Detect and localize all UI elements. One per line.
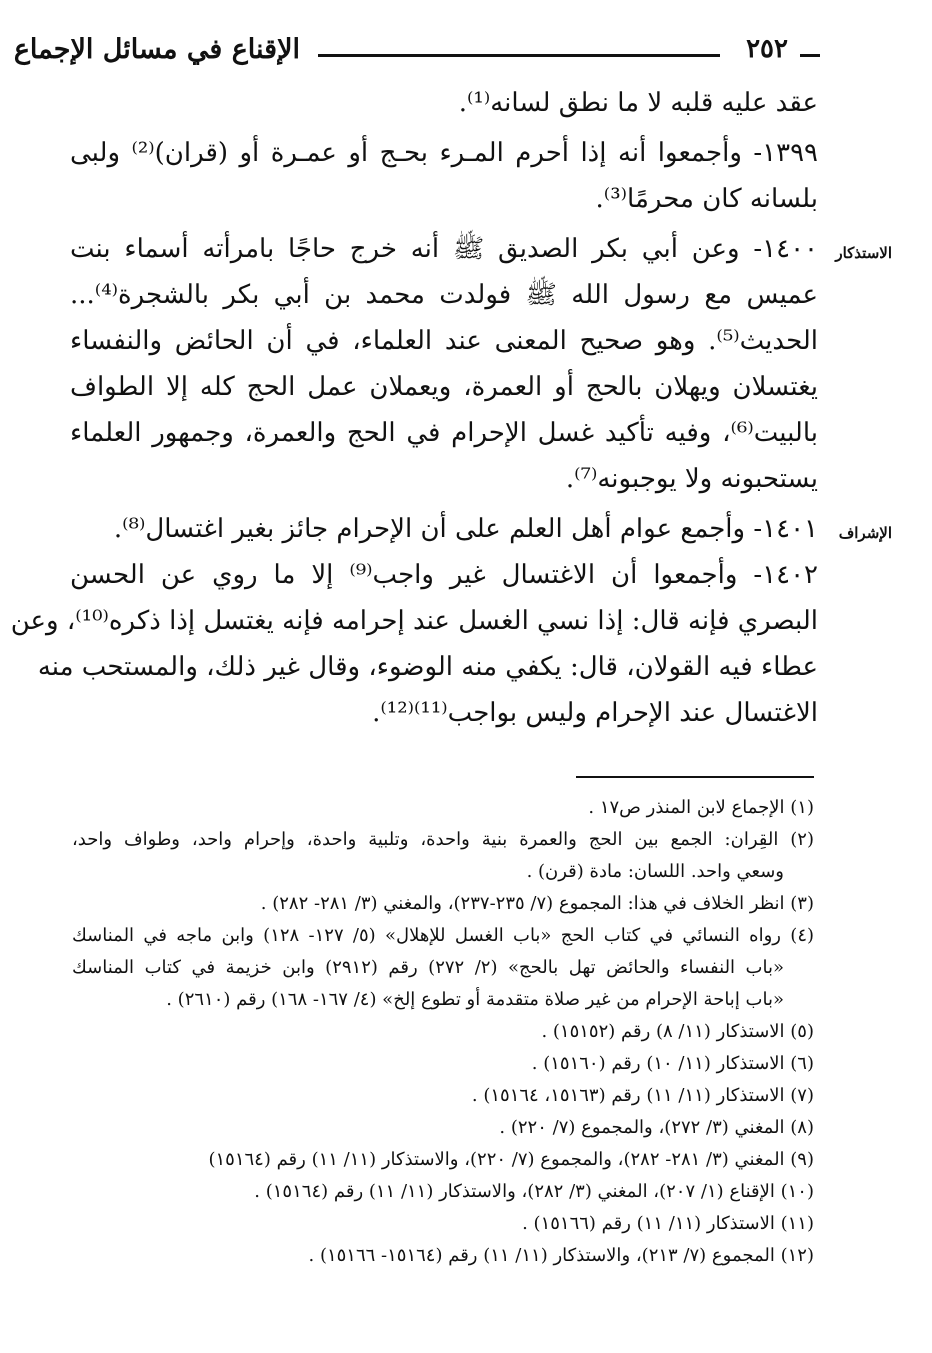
footnote: وسعي واحد. اللسان: مادة (قرن) . [526,861,784,882]
text-line: عقد عليه قلبه لا ما نطق لسانه⁽¹⁾. [458,88,818,118]
footnote: (١) الإجماع لابن المنذر ص١٧ . [588,797,814,818]
text-line: يغتسلان ويهلان بالحج أو العمرة، ويعملان عمل الحج كله إلا الطواف [70,372,818,402]
page-header [13,30,820,80]
text-line: الحديث⁽⁵⁾. وهو صحيح المعنى عند العلماء، في أن الحائض والنفساء [70,326,818,356]
footnote: (١٠) الإقناع (١/ ٢٠٧)، المغني (٣/ ٢٨٢)، والاستذكار (١١/ ١١) رقم (١٥١٦٤) . [254,1181,814,1202]
footnotes [72,792,814,1272]
footnote: (٩) المغني (٣/ ٢٨١- ٢٨٢)، والمجموع (٧/ ٢٢٠)، والاستذكار (١١/ ١١) رقم (١٥١٦٤) [208,1149,814,1170]
page-number: ٢٥٢ [746,34,788,64]
text-line: ١٤٠١- وأجمع عوام أهل العلم على أن الإحرام جائز بغير اغتسال⁽⁸⁾. [113,514,818,544]
text-line: البصري فإنه قال: إذا نسي الغسل عند إحرامه فإنه يغتسل إذا ذكره⁽¹⁰⁾، وعن [10,606,818,636]
footnote: «باب إباحة الإحرام من غير صلاة متقدمة أو تطوع إلخ» (٤/ ١٦٧- ١٦٨) رقم (٢٦١٠) . [166,989,784,1010]
footnote: (٤) رواه النسائي في كتاب الحج «باب الغسل للإهلال» (٥/ ١٢٧- ١٢٨) وابن ماجه في المناسك [72,925,815,946]
text-line: بلسانه كان محرمًا⁽³⁾. [595,184,818,214]
main-text [10,80,818,736]
footnote: (٦) الاستذكار (١١/ ١٠) رقم (١٥١٦٠) . [531,1053,814,1074]
margin-note-ishraf: الإشراف [838,524,892,542]
book-title: الإقناع في مسائل الإجماع [13,34,300,65]
text-line: ١٤٠٠- وعن أبي بكر الصديق ﷺ أنه خرج حاجًا بامرأته أسماء بنت [70,234,818,264]
header-dash [800,54,820,57]
footnote: (٨) المغني (٣/ ٢٧٢)، والمجموع (٧/ ٢٢٠) . [499,1117,814,1138]
text-line: عطاء فيه القولان، قال: يكفي منه الوضوء، وقال غير ذلك، والمستحب منه [37,652,818,682]
text-line: ١٤٠٢- وأجمعوا أن الاغتسال غير واجب⁽⁹⁾ إلا ما روي عن الحسن [70,560,818,590]
header-rule [318,54,720,57]
footnote: (٥) الاستذكار (١١/ ٨) رقم (١٥١٥٢) . [541,1021,814,1042]
text-line: بالبيت⁽⁶⁾، وفيه تأكيد غسل الإحرام في الحج والعمرة، وجمهور العلماء [70,418,818,448]
footnote: «باب النفساء والحائض تهل بالحج» (٢/ ٢٧٢) رقم (٢٩١٢) وابن خزيمة في كتاب المناسك [72,957,785,978]
footnote-separator [576,776,814,778]
footnote: (١٢) المجموع (٧/ ٢١٣)، والاستذكار (١١/ ١١) رقم (١٥١٦٤- ١٥١٦٦) . [308,1245,814,1266]
text-line: عميس مع رسول الله ﷺ فولدت محمد بن أبي بكر بالشجرة⁽⁴⁾... [70,280,818,310]
text-line: يستحبونه ولا يوجبونه⁽⁷⁾. [565,464,818,494]
text-line: ١٣٩٩- وأجمعوا أنه إذا أحرم المـرء بحـج أو عمـرة أو (قران)⁽²⁾ ولبى [70,138,818,168]
footnote: (١١) الاستذكار (١١/ ١١) رقم (١٥١٦٦) . [522,1213,814,1234]
footnote: (٧) الاستذكار (١١/ ١١) رقم (١٥١٦٣، ١٥١٦٤) . [471,1085,814,1106]
footnote: (٢) القِران: الجمع بين الحج والعمرة بنية واحدة، وتلبية واحدة، وإحرام واحد، وطواف واحد، [72,829,814,850]
footnote: (٣) انظر الخلاف في هذا: المجموع (٧/ ٢٣٥-٢٣٧)، والمغني (٣/ ٢٨١- ٢٨٢) . [260,893,814,914]
text-line: الاغتسال عند الإحرام وليس بواجب⁽¹¹⁾⁽¹²⁾. [372,698,818,728]
margin-note-istidhkar: الاستذكار [835,244,892,262]
